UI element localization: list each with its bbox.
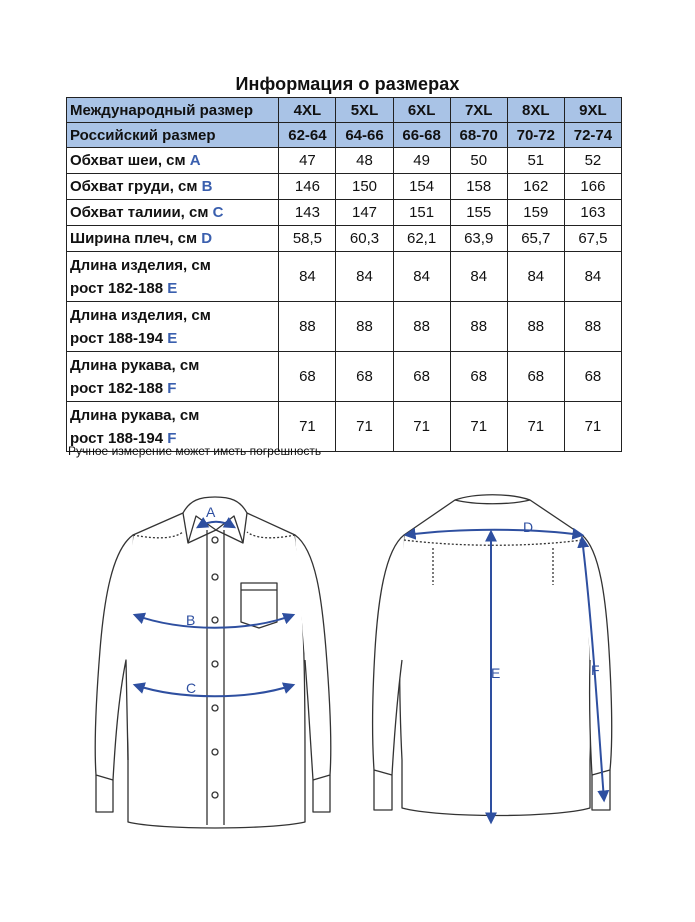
front-shirt (95, 497, 331, 828)
table-cell: 49 (393, 148, 450, 174)
label-f: F (591, 662, 600, 678)
table-cell: 84 (564, 252, 621, 302)
russian-size-cell: 64-66 (336, 123, 393, 148)
table-cell: 71 (393, 402, 450, 452)
table-cell: 88 (564, 302, 621, 352)
row-letter: C (212, 204, 224, 221)
table-cell: 146 (279, 174, 336, 200)
table-cell: 65,7 (507, 226, 564, 252)
table-cell: 163 (564, 200, 621, 226)
table-cell: 51 (507, 148, 564, 174)
row-letter: E (167, 329, 178, 347)
table-cell: 68 (393, 352, 450, 402)
row-letter: F (167, 379, 177, 397)
russian-size-cell: 66-68 (393, 123, 450, 148)
table-cell: 88 (336, 302, 393, 352)
page-title: Информация о размерах (235, 74, 460, 94)
size-column-header: 4XL (279, 98, 336, 123)
table-cell: 84 (279, 252, 336, 302)
row-label-height: рост 182-188 (70, 279, 164, 297)
table-cell: 50 (450, 148, 507, 174)
russian-size-cell: 72-74 (564, 123, 621, 148)
row-letter: E (167, 279, 178, 297)
table-cell: 68 (279, 352, 336, 402)
measurement-note: Ручное измерение может иметь погрешность (68, 444, 322, 458)
row-label-text: Обхват талиии, см (70, 204, 209, 221)
table-cell: 158 (450, 174, 507, 200)
table-cell: 68 (336, 352, 393, 402)
table-cell: 71 (336, 402, 393, 452)
table-cell: 147 (336, 200, 393, 226)
label-d: D (523, 519, 534, 535)
table-cell: 71 (450, 402, 507, 452)
row-label-height: рост 182-188 (70, 379, 164, 397)
table-cell: 71 (507, 402, 564, 452)
table-cell: 155 (450, 200, 507, 226)
table-cell: 84 (336, 252, 393, 302)
row-label-height: рост 188-194 (70, 429, 164, 447)
label-c: C (186, 680, 197, 696)
table-cell: 84 (393, 252, 450, 302)
label-b: B (186, 612, 196, 628)
row-label-text: Обхват груди, см (70, 178, 198, 195)
row-label-text: Длина рукава, см (70, 406, 200, 424)
table-cell: 166 (564, 174, 621, 200)
table-cell: 84 (507, 252, 564, 302)
table-cell: 150 (336, 174, 393, 200)
table-cell: 151 (393, 200, 450, 226)
table-cell: 88 (450, 302, 507, 352)
size-column-header: 9XL (564, 98, 621, 123)
table-cell: 159 (507, 200, 564, 226)
row-letter: A (189, 152, 201, 169)
row-label-text: Длина изделия, см (70, 256, 211, 274)
russian-size-label: Российский размер (67, 123, 279, 148)
label-a: A (206, 504, 216, 520)
table-cell: 68 (450, 352, 507, 402)
table-cell: 143 (279, 200, 336, 226)
row-label-text: Ширина плеч, см (70, 230, 198, 247)
table-cell: 48 (336, 148, 393, 174)
table-cell: 60,3 (336, 226, 393, 252)
table-cell: 68 (564, 352, 621, 402)
table-cell: 67,5 (564, 226, 621, 252)
size-column-header: 5XL (336, 98, 393, 123)
row-label-height: рост 188-194 (70, 329, 164, 347)
row-letter: D (201, 230, 213, 247)
back-shirt (373, 495, 612, 816)
row-label-text: Обхват шеи, см (70, 152, 186, 169)
table-cell: 84 (450, 252, 507, 302)
size-column-header: 6XL (393, 98, 450, 123)
table-cell: 71 (564, 402, 621, 452)
russian-size-cell: 62-64 (279, 123, 336, 148)
table-cell: 154 (393, 174, 450, 200)
table-cell: 58,5 (279, 226, 336, 252)
row-label-text: Длина изделия, см (70, 306, 211, 324)
table-cell: 52 (564, 148, 621, 174)
table-cell: 162 (507, 174, 564, 200)
table-cell: 63,9 (450, 226, 507, 252)
table-cell: 71 (279, 402, 336, 452)
table-cell: 88 (393, 302, 450, 352)
table-cell: 47 (279, 148, 336, 174)
header-label: Международный размер (67, 98, 279, 123)
size-column-header: 7XL (450, 98, 507, 123)
russian-size-cell: 68-70 (450, 123, 507, 148)
table-cell: 62,1 (393, 226, 450, 252)
table-cell: 88 (507, 302, 564, 352)
size-column-header: 8XL (507, 98, 564, 123)
label-e: E (491, 665, 501, 681)
table-cell: 68 (507, 352, 564, 402)
russian-size-cell: 70-72 (507, 123, 564, 148)
row-label-text: Длина рукава, см (70, 356, 200, 374)
row-letter: F (167, 429, 177, 447)
row-letter: B (201, 178, 213, 195)
table-cell: 88 (279, 302, 336, 352)
